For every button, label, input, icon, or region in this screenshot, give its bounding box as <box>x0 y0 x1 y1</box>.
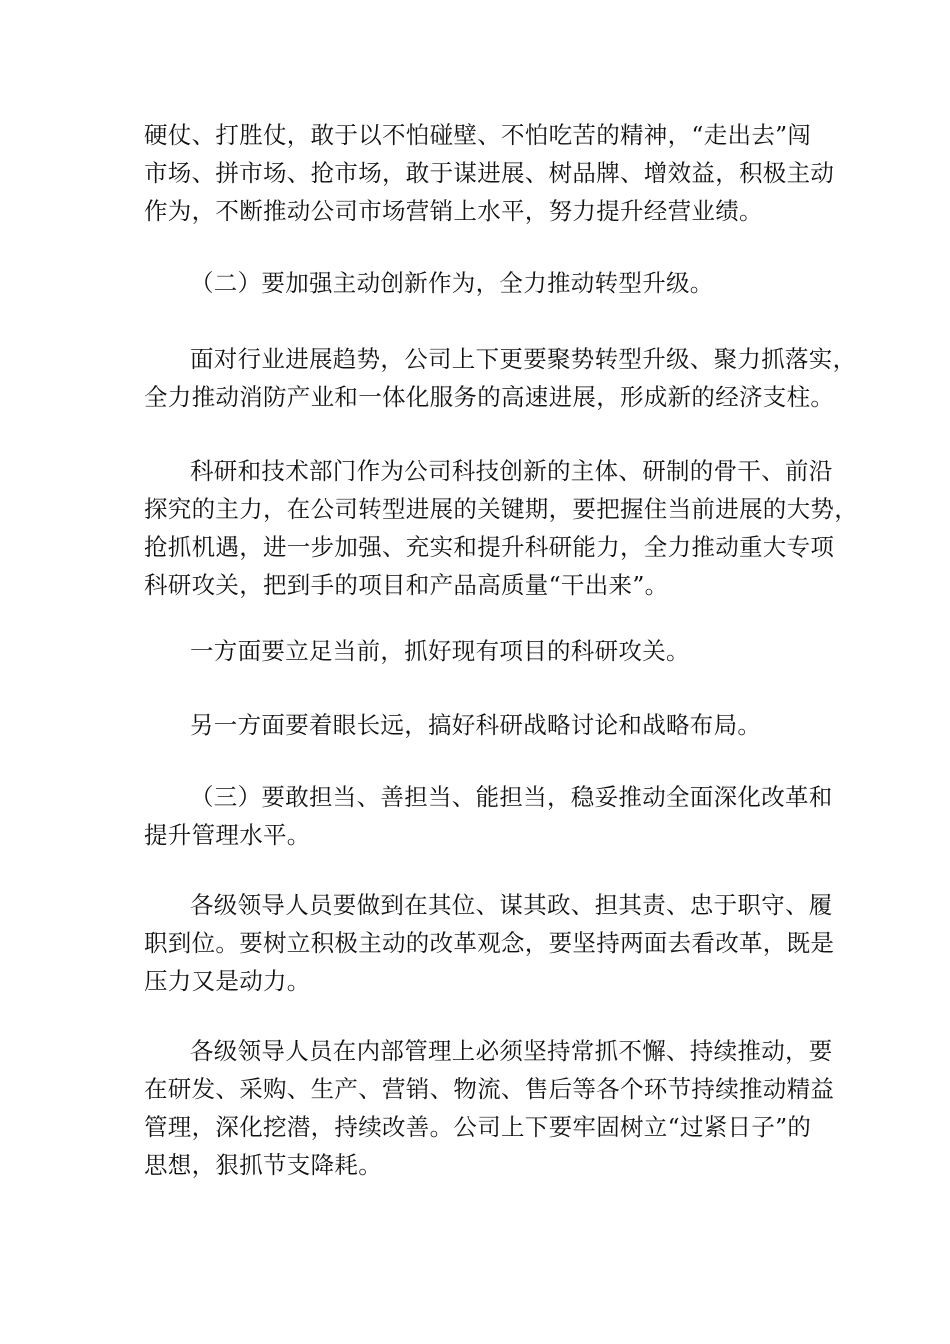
paragraph-industry-trend <box>144 340 857 416</box>
text-line: 管理，深化挖潜，持续改善。公司上下要牢固树立“过紧日子”的 <box>144 1113 812 1141</box>
text-line: 全力推动消防产业和一体化服务的高速进展，形成新的经济支柱。 <box>144 383 835 411</box>
heading-line: 提升管理水平。 <box>144 821 311 849</box>
text-line: 市场、拼市场、抢市场，敢于谋进展、树品牌、增效益，积极主动 <box>144 159 835 187</box>
text-line: 一方面要立足当前，抓好现有项目的科研攻关。 <box>190 637 690 665</box>
text-line: 科研和技术部门作为公司科技创新的主体、研制的骨干、前沿 <box>190 457 833 485</box>
text-line: 硬仗、打胜仗，敢于以不怕碰壁、不怕吃苦的精神，“走出去”闯 <box>144 121 812 149</box>
text-line: 作为，不断推动公司市场营销上水平，努力提升经营业绩。 <box>144 197 763 225</box>
text-line: 压力又是动力。 <box>144 967 311 995</box>
text-line: 职到位。要树立积极主动的改革观念，要坚持两面去看改革，既是 <box>144 929 835 957</box>
heading-line: （二）要加强主动创新作为，全力推动转型升级。 <box>190 269 714 297</box>
section-heading-2 <box>144 264 816 302</box>
paragraph-research-departments <box>144 452 858 604</box>
paragraph-long-term-strategy <box>144 706 816 744</box>
text-line: 面对行业进展趋势，公司上下更要聚势转型升级、聚力抓落实， <box>190 345 857 373</box>
text-line: 思想，狠抓节支降耗。 <box>144 1151 382 1179</box>
text-line: 各级领导人员要做到在其位、谋其政、担其责、忠于职守、履 <box>190 891 833 919</box>
text-line: 另一方面要着眼长远，搞好科研战略讨论和战略布局。 <box>190 711 762 739</box>
text-line: 抢抓机遇，进一步加强、充实和提升科研能力，全力推动重大专项 <box>144 533 835 561</box>
paragraph-leadership-duties <box>144 886 835 1000</box>
text-line: 在研发、采购、生产、营销、物流、售后等各个环节持续推动精益 <box>144 1075 835 1103</box>
section-heading-3 <box>144 778 833 854</box>
text-line: 科研攻关，把到手的项目和产品高质量“干出来”。 <box>144 571 669 599</box>
paragraph-current-projects <box>144 632 816 670</box>
text-line: 各级领导人员在内部管理上必须坚持常抓不懈、持续推动，要 <box>190 1037 833 1065</box>
paragraph-marketing-continued <box>144 116 835 230</box>
paragraph-internal-management <box>144 1032 835 1184</box>
text-line: 探究的主力，在公司转型进展的关键期，要把握住当前进展的大势， <box>144 495 858 523</box>
heading-line: （三）要敢担当、善担当、能担当，稳妥推动全面深化改革和 <box>190 783 833 811</box>
